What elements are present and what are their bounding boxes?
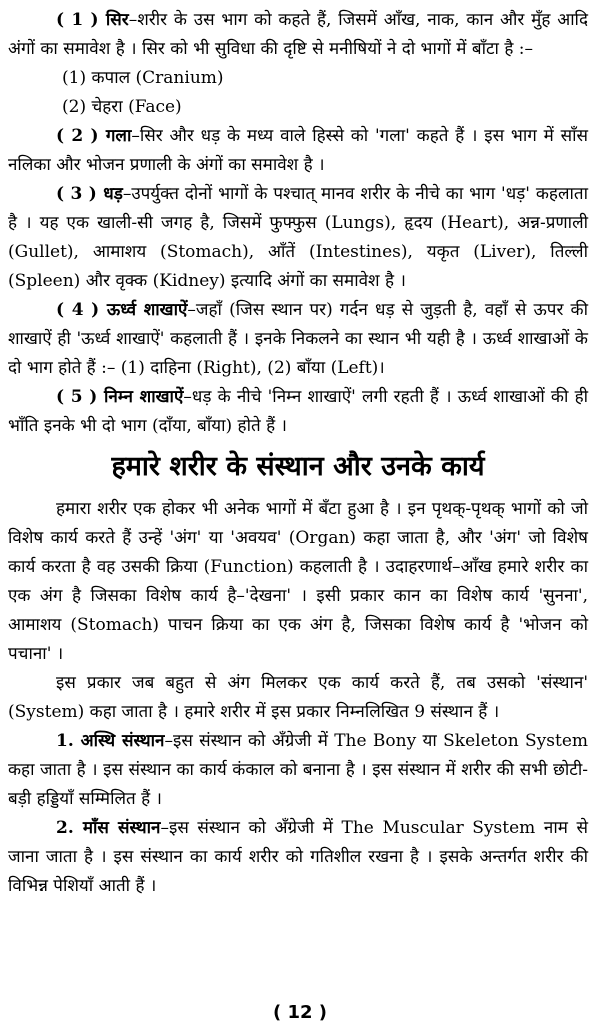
paragraph-skeletal-system	[8, 727, 588, 814]
paragraph-systems: इस प्रकार जब बहुत से अंग मिलकर एक कार्य करते हैं, तब उसको 'संस्थान' (System) कहा जाता है । हमारे शरीर में इस प्रकार निम्नलिखित 9 संस्थान हैं ।	[8, 673, 588, 722]
paragraph-text: –शरीर के उस भाग को कहते हैं, जिसमें आँख, नाक, कान और मुँह आदि अंगों का समावेश है । सिर को भी सुविधा की दृष्टि से मनीषियों ने दो भागों में बाँटा है :–	[8, 10, 588, 59]
item-lead: ( 2 ) गला	[56, 126, 132, 146]
paragraph-text: –सिर और धड़ के मध्य वाले हिस्से को 'गला' कहते हैं । इस भाग में साँस नलिका और भोजन प्रणाली के अंगों का समावेश है ।	[8, 126, 588, 175]
item-lead: 2. माँस संस्थान	[56, 818, 161, 838]
item-lead: ( 1 ) सिर	[56, 10, 129, 30]
paragraph-muscular-system	[8, 814, 588, 901]
paragraph-text: –उपर्युक्त दोनों भागों के पश्चात् मानव शरीर के नीचे का भाग 'धड़' कहलाता है । यह एक खाली-सी जगह है, जिसमें फुफ्फुस (Lungs), हृदय (Heart), अन्न-प्रणाली (Gullet), आमाशय (Stomach), आँतें (Intestines), यकृत (Liver), तिल्ली (Spleen) और वृक्क (Kidney) इत्यादि अंगों का समावेश है ।	[8, 184, 588, 291]
page-number: ( 12 )	[272, 1002, 328, 1023]
sub-item-face: (2) चेहरा (Face)	[62, 97, 182, 117]
item-lead: 1. अस्थि संस्थान	[56, 731, 165, 751]
item-lead: ( 3 ) धड़	[56, 184, 123, 204]
paragraph-head	[8, 6, 588, 64]
paragraph-lower-limbs	[8, 383, 588, 441]
item-lead: ( 4 ) ऊर्ध्व शाखाऐं	[56, 300, 188, 320]
paragraph-upper-limbs	[8, 296, 588, 383]
paragraph-torso	[8, 180, 588, 296]
sub-item-cranium: (1) कपाल (Cranium)	[62, 68, 224, 88]
item-lead: ( 5 ) निम्न शाखाऐं	[56, 387, 184, 407]
paragraph-neck	[8, 122, 588, 180]
paragraph-organs: हमारा शरीर एक होकर भी अनेक भागों में बँटा हुआ है । इन पृथक्-पृथक् भागों को जो विशेष कार्य करते हैं उन्हें 'अंग' या 'अवयव' (Organ) कहा जाता है, और 'अंग' जो विशेष कार्य करता है वह उसकी क्रिया (Function) कहलाती है । उदाहरणार्थ–आँख हमारे शरीर का एक अंग है जिसका विशेष कार्य है–'देखना' । इसी प्रकार कान का विशेष कार्य 'सुनना', आमाशय (Stomach) पाचन क्रिया का एक अंग है, जिसका विशेष कार्य है 'भोजन को पचाना' ।	[8, 499, 588, 664]
paragraph-text: –इस संस्थान को अँग्रेजी में The Muscular System नाम से जाना जाता है । इस संस्थान का कार्य शरीर को गतिशील रखना है । इसके अन्तर्गत शरीर की विभिन्न पेशियाँ आती हैं ।	[8, 818, 588, 896]
paragraph-text: –इस संस्थान को अँग्रेजी में The Bony या Skeleton System कहा जाता है । इस संस्थान का कार्य कंकाल को बनाना है । इस संस्थान में शरीर की सभी छोटी-बड़ी हड्डियाँ सम्मिलित हैं ।	[8, 731, 588, 809]
paragraph-text: –धड़ के नीचे 'निम्न शाखाऐं' लगी रहती हैं । ऊर्ध्व शाखाओं की ही भाँति इनके भी दो भाग (दाँया, बाँया) होते हैं ।	[8, 387, 589, 436]
paragraph-text: –जहाँ (जिस स्थान पर) गर्दन धड़ से जुड़ती है, वहाँ से ऊपर की शाखाऐं ही 'ऊर्ध्व शाखाऐं' कहलाती हैं । इनके निकलने का स्थान भी यही है । ऊर्ध्व शाखाओं के दो भाग होते हैं :– (1) दाहिना (Right), (2) बाँया (Left)।	[8, 300, 589, 378]
section-heading: हमारे शरीर के संस्थान और उनके कार्य	[111, 451, 485, 482]
